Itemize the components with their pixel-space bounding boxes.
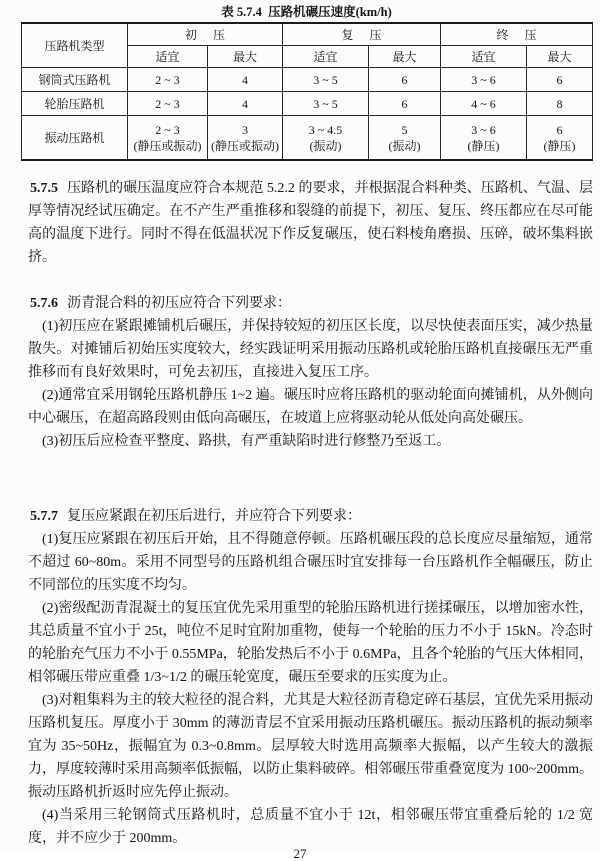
speed-cell: 4 ~ 6	[441, 92, 527, 116]
table-header-row	[22, 23, 593, 46]
table-row	[22, 68, 593, 92]
speed-note: (静压)	[543, 138, 576, 153]
table-caption: 表 5.7.4 压路机碾压速度(km/h)	[221, 5, 392, 19]
speed-cell	[283, 116, 369, 161]
speed-note: (振动)	[388, 138, 421, 153]
clause-number: 5.7.6	[30, 296, 58, 311]
suitable-speed-header: 适宜	[441, 46, 527, 68]
roller-type-cell: 轮胎压路机	[22, 92, 128, 116]
speed-note: (静压)	[467, 138, 500, 153]
speed-value: 3 ~ 4.5	[308, 122, 343, 137]
max-speed-header: 最大	[527, 46, 593, 68]
speed-cell: 3 ~ 6	[441, 68, 527, 92]
roller-type-cell: 钢筒式压路机	[22, 68, 128, 92]
clause-text: 沥青混合料的初压应符合下列要求：	[67, 296, 291, 311]
page-number: 27	[293, 846, 307, 861]
clause-item: (1)复压应紧跟在初压后开始，且不得随意停顿。压路机碾压段的总长度应尽量缩短，通常不超过 60~80m。采用不同型号的压路机组合碾压时宜安排每一台压路机作全幅碾压，防止不同部位的压实度不均匀。	[28, 532, 593, 593]
roller-speed-table	[21, 22, 593, 161]
clause-item: (3)对粗集料为主的较大粒径的混合料，尤其是大粒径沥青稳定碎石基层，宜优先采用振动压路机复压。厚度小于 30mm 的薄沥青层不宜采用振动压路机碾压。振动压路机的振动频率宜为 35~50Hz，振幅宜为 0.3~0.8mm。层厚较大时选用高频率大振幅，以产生较大的激振力，厚度较薄时采用高频率低振幅，以防止集料破碎。相邻碾压带重叠宽度为 100~200mm。振动压路机折返时应先停止振动。	[28, 693, 593, 800]
speed-cell: 3 ~ 5	[283, 92, 369, 116]
speed-cell: 2 ~ 3	[128, 68, 208, 92]
clause-item: (4)当采用三轮钢筒式压路机时，总质量不宜小于 12t，相邻碾压带宜重叠后轮的 1/2 宽度，并不应少于 200mm。	[28, 808, 593, 846]
clause-number: 5.7.7	[30, 509, 58, 524]
speed-cell	[527, 116, 593, 161]
speed-value: 2 ~ 3	[155, 122, 180, 137]
clause-item: (3)初压后应检查平整度、路拱，有严重缺陷时进行修整乃至返工。	[42, 434, 451, 449]
clause-item: (2)密级配沥青混凝土的复压宜优先采用重型的轮胎压路机进行搓揉碾压，以增加密水性，其总质量不宜小于 25t，吨位不足时宜附加重物，使每一个轮胎的压力不小于 15kN。冷态时的轮胎充气压力不小于 0.55MPa，轮胎发热后不小于 0.6MPa，且各个轮胎的气压大体相同，相邻碾压带应重叠 1/3~1/2 的碾压轮宽度，碾压至要求的压实度为止。	[28, 601, 593, 685]
speed-cell: 6	[369, 92, 441, 116]
speed-value: 5	[401, 122, 408, 137]
speed-cell: 2 ~ 3	[128, 92, 208, 116]
max-speed-header: 最大	[369, 46, 441, 68]
initial-compaction-header: 初 压	[128, 23, 283, 46]
clause-5-7-5	[28, 177, 593, 289]
speed-cell	[441, 116, 527, 161]
clause-item: (2)通常宜采用钢轮压路机静压 1~2 遍。碾压时应将压路机的驱动轮面向摊铺机，从外侧向中心碾压，在超高路段则由低向高碾压，在坡道上应将驱动轮从低处向高处碾压。	[28, 388, 593, 426]
speed-cell: 8	[527, 92, 593, 116]
speed-cell: 4	[208, 92, 283, 116]
speed-cell	[128, 116, 208, 161]
speed-cell	[369, 116, 441, 161]
suitable-speed-header: 适宜	[283, 46, 369, 68]
clause-paragraph	[28, 505, 593, 528]
table-row	[22, 116, 593, 161]
roller-type-cell: 振动压路机	[22, 116, 128, 161]
speed-cell: 4	[208, 68, 283, 92]
clause-paragraph	[28, 292, 593, 315]
speed-value: 3	[242, 122, 248, 137]
roller-type-header: 压路机类型	[22, 23, 128, 68]
final-compaction-header: 终 压	[441, 23, 593, 46]
speed-value: 3 ~ 6	[471, 122, 496, 137]
suitable-speed-header: 适宜	[128, 46, 208, 68]
speed-note: (静压或振动)	[211, 138, 279, 153]
clause-text: 复压应紧跟在初压后进行，并应符合下列要求：	[67, 509, 361, 524]
speed-cell: 6	[527, 68, 593, 92]
speed-note: (振动)	[309, 138, 342, 153]
clause-5-7-7	[28, 505, 593, 854]
speed-value: 6	[556, 122, 563, 137]
clause-paragraph	[28, 177, 593, 269]
speed-note: (静压或振动)	[133, 138, 202, 153]
max-speed-header: 最大	[208, 46, 283, 68]
speed-cell	[208, 116, 283, 161]
speed-cell: 3 ~ 5	[283, 68, 369, 92]
intermediate-compaction-header: 复 压	[283, 23, 441, 46]
clause-text: 压路机的碾压温度应符合本规范 5.2.2 的要求，并根据混合料种类、压路机、气温、层厚等情况经试压确定。在不产生严重推移和裂缝的前提下，初压、复压、终压都应在尽可能高的温度下进行。同时不得在低温状况下作反复碾压，使石料棱角磨损、压碎，破坏集料嵌挤。	[28, 181, 593, 265]
clause-number: 5.7.5	[30, 181, 58, 196]
speed-cell: 6	[369, 68, 441, 92]
clause-5-7-6	[28, 292, 593, 500]
table-row	[22, 92, 593, 116]
clause-item: (1)初压应在紧跟摊铺机后碾压，并保持较短的初压区长度，以尽快使表面压实，减少热量散失。对摊铺后初始压实度较大，经实践证明采用振动压路机或轮胎压路机直接碾压无严重推移而有良好效果时，可免去初压，直接进入复压工序。	[28, 319, 593, 380]
